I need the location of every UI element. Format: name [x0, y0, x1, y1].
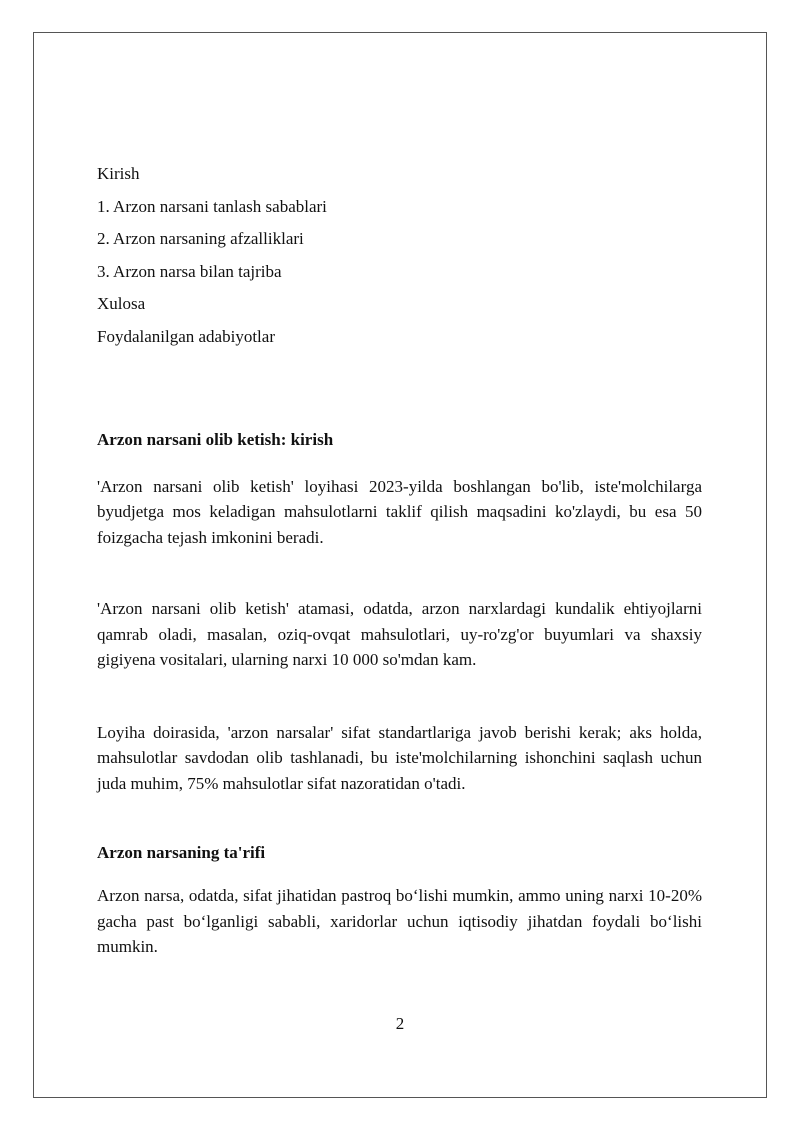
toc-item-introduction: Kirish: [97, 164, 140, 183]
toc-item-chapter-3: 3. Arzon narsa bilan tajriba: [97, 261, 282, 281]
toc-item-chapter-2: 2. Arzon narsaning afzalliklari: [97, 229, 304, 249]
section-heading-introduction: Arzon narsani olib ketish: kirish: [97, 429, 334, 449]
toc-item-conclusion: Xulosa: [97, 294, 146, 314]
toc-item-references: Foydalanilgan adabiyotlar: [97, 326, 275, 346]
toc-item-chapter-1: 1. Arzon narsani tanlash sabablari: [97, 196, 327, 216]
paragraph: 'Arzon narsani olib ketish' loyihasi 2023-yilda boshlangan bo'lib, iste'molchilarga byudjetga mos keladigan mahsulotlarni taklif qilish maqsadini ko'zlaydi, bu esa 50 foizgacha tejash imkonini beradi.: [97, 476, 702, 547]
document-body: [97, 158, 702, 960]
paragraph: 'Arzon narsani olib ketish' atamasi, odatda, arzon narxlardagi kundalik ehtiyojlarni qamrab oladi, masalan, oziq-ovqat mahsulotlari, uy-ro'zg'or buyumlari va shaxsiy gigiyena vositalari, ularning narxi 10 000 so'mdan kam.: [97, 599, 702, 670]
section-heading-definition: Arzon narsaning ta'rifi: [97, 843, 266, 863]
paragraph: Arzon narsa, odatda, sifat jihatidan pastroq bo‘lishi mumkin, ammo uning narxi 10-20% gacha past bo‘lganligi sababli, xaridorlar uchun iqtisodiy jihatdan foydali bo‘lishi mumkin.: [97, 886, 702, 957]
table-of-contents: [97, 158, 702, 354]
page-number: 2: [395, 1014, 405, 1033]
paragraph: Loyiha doirasida, 'arzon narsalar' sifat standartlariga javob berishi kerak; aks holda, mahsulotlar savdodan olib tashlanadi, bu iste'molchilarning ishonchini saqlash uchun juda muhim, 75% mahsulotlar sifat nazoratidan o'tadi.: [97, 722, 702, 793]
